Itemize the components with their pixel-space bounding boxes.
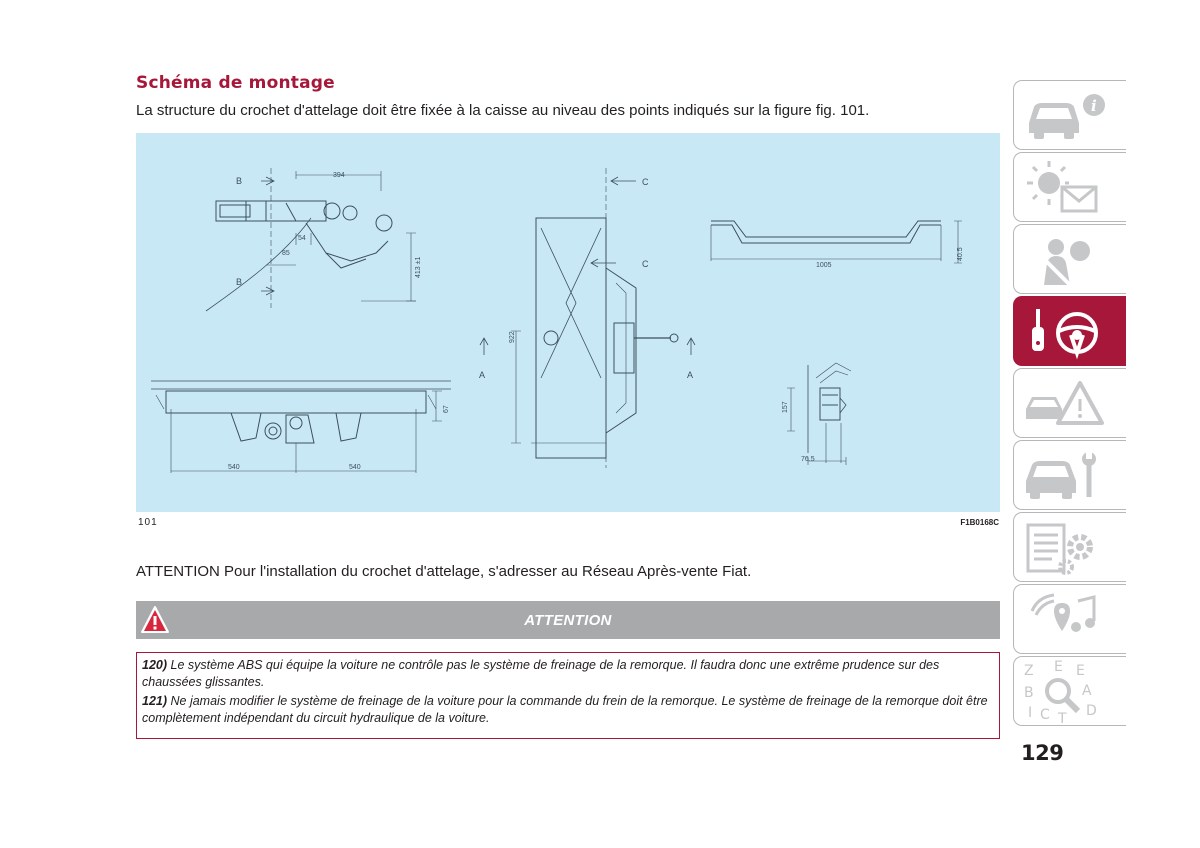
section-label-c-top: C bbox=[642, 177, 649, 187]
dim-54: 54 bbox=[298, 235, 306, 242]
dim-1005: 1005 bbox=[816, 262, 832, 269]
alphabetical-index-icon bbox=[1014, 657, 1127, 727]
dim-540-left: 540 bbox=[228, 464, 240, 471]
cross-beam-drawing bbox=[711, 221, 962, 263]
dim-40-5: 40.5 bbox=[957, 247, 964, 261]
dim-157: 157 bbox=[782, 401, 789, 413]
intro-paragraph: La structure du crochet d'attelage doit être fixée à la caisse au niveau des points indiqués sur la figure fig. 101. bbox=[136, 102, 870, 119]
page-number: 129 bbox=[1021, 741, 1064, 765]
dim-394: 394 bbox=[333, 172, 345, 179]
figure-code: F1B0168C bbox=[960, 518, 999, 527]
svg-text:D: D bbox=[1086, 703, 1097, 719]
attention-item bbox=[142, 657, 989, 690]
attention-item-text: Ne jamais modifier le système de freinage de la voiture pour la commande du frein de la remorque. Le système de freinage de la remorque doit être complètement indépendant du circuit hydraulique de la voiture. bbox=[142, 694, 988, 725]
plan-view-drawing bbox=[480, 168, 695, 468]
multimedia-icon bbox=[1014, 585, 1127, 655]
tab-lights-messages[interactable] bbox=[1013, 152, 1126, 222]
key-steering-wheel-icon bbox=[1014, 297, 1127, 367]
car-warning-triangle-icon bbox=[1014, 369, 1127, 439]
svg-text:I: I bbox=[1028, 705, 1033, 721]
dim-85: 85 bbox=[282, 250, 290, 257]
svg-text:C: C bbox=[1040, 707, 1050, 723]
svg-text:T: T bbox=[1058, 711, 1067, 727]
tab-safety[interactable] bbox=[1013, 224, 1126, 294]
svg-text:Z: Z bbox=[1024, 663, 1034, 679]
svg-text:E: E bbox=[1076, 663, 1085, 679]
svg-text:i: i bbox=[1091, 97, 1097, 115]
rear-view-drawing bbox=[151, 381, 451, 473]
dim-67: 67 bbox=[443, 405, 450, 413]
section-label-c-middle: C bbox=[642, 259, 649, 269]
seatbelt-airbag-icon bbox=[1014, 225, 1127, 295]
tab-emergency[interactable] bbox=[1013, 368, 1126, 438]
tab-technical-data[interactable] bbox=[1013, 512, 1126, 582]
attention-banner bbox=[136, 601, 1000, 639]
svg-text:B: B bbox=[1024, 685, 1034, 701]
attention-item-number: 120) bbox=[142, 658, 168, 672]
attention-title: ATTENTION bbox=[524, 612, 612, 629]
attention-item-number: 121) bbox=[142, 694, 168, 708]
tab-index[interactable] bbox=[1013, 656, 1126, 726]
section-label-a-right: A bbox=[687, 370, 694, 380]
section-title: Schéma de montage bbox=[136, 73, 335, 93]
dim-76-5: 76.5 bbox=[801, 456, 815, 463]
tab-maintenance[interactable] bbox=[1013, 440, 1126, 510]
figure-number: 101 bbox=[138, 517, 158, 528]
car-wrench-icon bbox=[1014, 441, 1127, 511]
attention-box bbox=[136, 652, 1000, 739]
car-info-icon bbox=[1014, 81, 1127, 151]
lights-message-icon bbox=[1014, 153, 1127, 223]
bracket-detail-drawing bbox=[787, 363, 851, 465]
section-label-b-bottom: B bbox=[236, 277, 243, 287]
specs-gear-icon bbox=[1014, 513, 1127, 583]
dim-922: 922 bbox=[509, 331, 516, 343]
tab-car-info[interactable] bbox=[1013, 80, 1126, 150]
towbar-mounting-diagram bbox=[136, 133, 1000, 512]
svg-text:E: E bbox=[1054, 659, 1063, 675]
tab-starting-driving[interactable] bbox=[1013, 296, 1126, 366]
section-label-a-left: A bbox=[479, 370, 486, 380]
section-label-b-top: B bbox=[236, 176, 243, 186]
dim-540-right: 540 bbox=[349, 464, 361, 471]
attention-item-text: Le système ABS qui équipe la voiture ne contrôle pas le système de freinage de la remorque. Il faudra donc une extrême prudence sur des chaussées glissantes. bbox=[142, 658, 940, 689]
attention-note: ATTENTION Pour l'installation du crochet d'attelage, s'adresser au Réseau Après-vente Fiat. bbox=[136, 563, 752, 580]
tab-multimedia[interactable] bbox=[1013, 584, 1126, 654]
svg-text:A: A bbox=[1082, 683, 1092, 699]
side-view-drawing bbox=[206, 168, 416, 311]
dim-413: 413 ±1 bbox=[415, 256, 422, 278]
attention-item bbox=[142, 693, 989, 726]
